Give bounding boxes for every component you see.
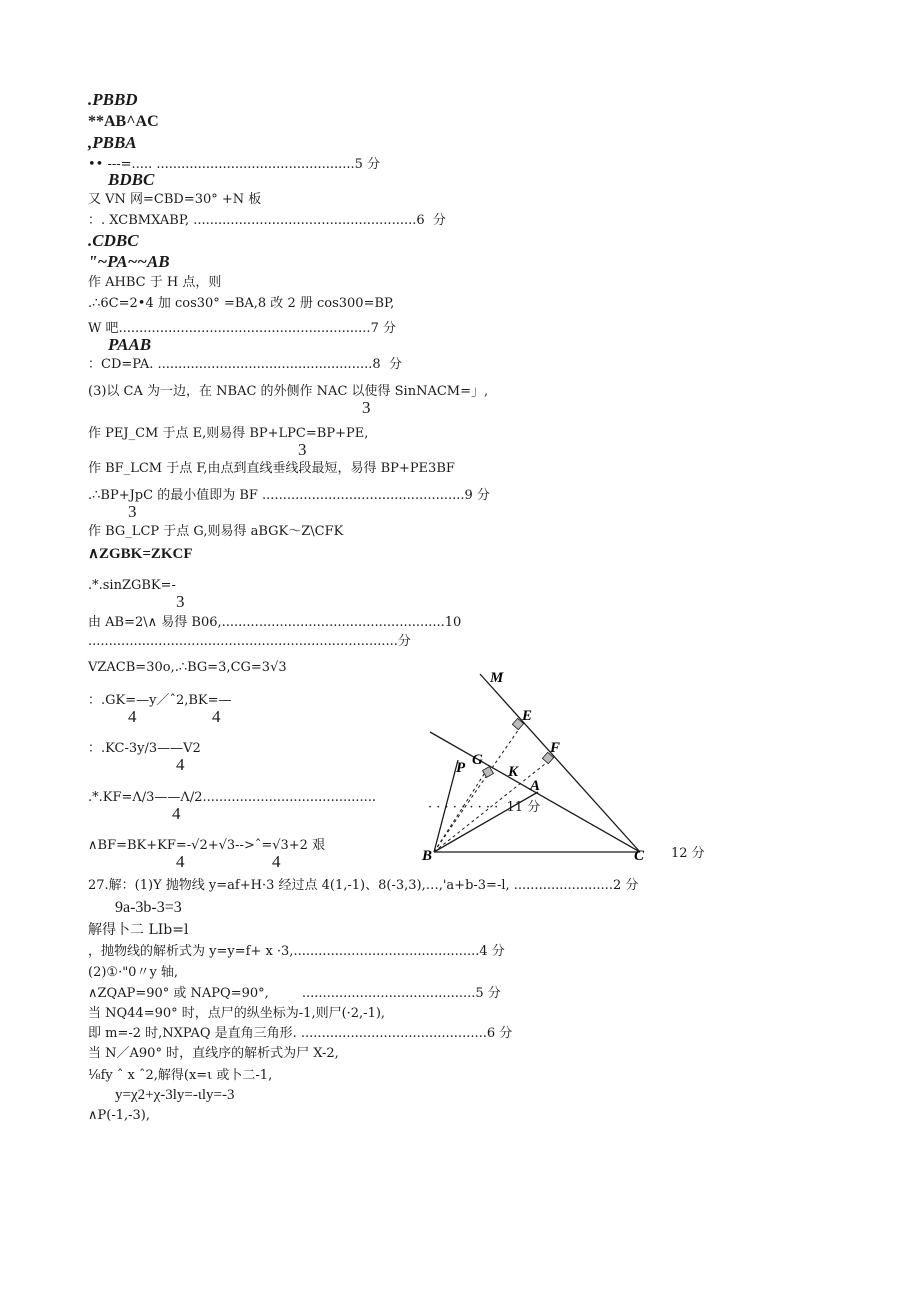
label-m: M: [490, 670, 504, 686]
proof-line: ：CD=PA. ....................................................8 分: [88, 357, 402, 372]
score-mark: · · · · · · · · · 11 分: [428, 800, 541, 815]
denominator: 3: [176, 592, 185, 611]
solution-line: 即 m=-2 时,NXPAQ 是直角三角形. .............................................6 分: [88, 1026, 513, 1041]
denominator: 3: [298, 440, 307, 459]
proof-line: ∧ZGBK=ZKCF: [88, 546, 193, 562]
solution-line: y=χ2+χ-3ly=-ιly=-3: [115, 1087, 235, 1103]
proof-line: ,PBBA: [88, 133, 137, 152]
proof-line: ：. XCBMXABP, ......................................................6 分: [88, 213, 446, 228]
geometry-figure: [418, 664, 718, 864]
proof-line: ∧BF=BK+KF=-√2+√3-->ˆ=√3+2 艰: [88, 838, 326, 853]
label-b: B: [422, 848, 433, 864]
proof-line: .CDBC: [88, 231, 139, 250]
proof-line: 由 AB=2\∧ 易得 B06,......................................................10: [88, 615, 462, 630]
denominator: 4: [272, 852, 281, 871]
solution-line: ⅛fy ˆ x ˆ2,解得(x=ι 或卜二-1,: [88, 1068, 273, 1083]
line-cm: [480, 674, 640, 852]
denominator: 4: [172, 804, 181, 823]
proof-line: VZACB=30o,.∴BG=3,CG=3√3: [88, 660, 287, 675]
proof-line: ：.KC-3y/3——V2: [88, 741, 201, 756]
proof-line: 作 PEJ_CM 于点 E,则易得 BP+LPC=BP+PE,: [88, 426, 369, 441]
denominator: 3: [128, 502, 137, 521]
denominator: 4: [128, 707, 137, 726]
proof-line: "~PA~~AB: [88, 252, 170, 271]
denominator: 3: [362, 398, 371, 417]
proof-line: ：.GK=—y／ˆ2,BK=—: [88, 693, 232, 708]
proof-line: 作 BF_LCM 于点 F,由点到直线垂线段最短，易得 BP+PE3BF: [88, 461, 455, 476]
proof-line: (3)以 CA 为一边，在 NBAC 的外侧作 NAC 以使得 SinNACM=」,: [88, 384, 489, 399]
proof-line: .*.KF=Λ/3——Λ/2..........................................: [88, 790, 377, 805]
solution-line: ∧P(-1,-3),: [88, 1108, 150, 1123]
label-p: P: [456, 760, 466, 776]
proof-line: ...........................................................................分: [88, 634, 411, 649]
proof-line: PAAB: [108, 335, 152, 354]
solution-line: 当 NQ44=90° 时，点尸的纵坐标为-1,则尸(·2,-1),: [88, 1006, 386, 1021]
label-c: C: [634, 848, 645, 864]
label-g: G: [472, 752, 483, 768]
perp-bg: [434, 768, 488, 852]
label-k: K: [508, 764, 519, 780]
solution-line: ，抛物线的解析式为 y=y=f+ x ·3,.............................................4 分: [88, 944, 505, 959]
proof-line: W 吧.............................................................7 分: [88, 321, 396, 336]
proof-line: 作 BG_LCP 于点 G,则易得 aBGK～Z\CFK: [88, 524, 344, 539]
solution-line: 27.解：(1)Y 抛物线 y=af+H·3 经过点 4(1,-1)、8(-3,3),…,'a+b-3=-l, ........................2 分: [88, 878, 639, 893]
perp-be: [434, 726, 521, 852]
proof-line: .∴BP+JpC 的最小值即为 BF .................................................9 分: [88, 488, 490, 503]
label-f: F: [550, 740, 561, 756]
proof-line: 作 AHBC 于 H 点，则: [88, 275, 222, 290]
proof-line: BDBC: [108, 170, 155, 189]
solution-line: (2)①·"0〃y 轴,: [88, 965, 179, 980]
proof-line: 又 VN 网=CBD=30° +N 板: [88, 192, 262, 207]
denominator: 4: [176, 755, 185, 774]
label-e: E: [522, 708, 533, 724]
proof-line: .*.sinZGBK=-: [88, 578, 176, 593]
right-angle-mark-g: [483, 767, 494, 778]
proof-line: •• ---=..... ................................................5 分: [88, 157, 381, 172]
perp-bf: [434, 756, 555, 852]
solution-line: ∧ZQAP=90° 或 NAPQ=90°, ..........................................5 分: [88, 986, 501, 1001]
proof-line: .PBBD: [88, 90, 138, 109]
denominator: 4: [212, 707, 221, 726]
proof-line: **AB^AC: [88, 113, 159, 130]
solution-line: 9a-3b-3=3: [115, 899, 182, 916]
denominator: 4: [176, 852, 185, 871]
score-mark: 12 分: [671, 846, 705, 861]
solution-line: 解得卜二 LIb=l: [88, 922, 189, 938]
proof-line: .∴6C=2•4 加 cos30° =BA,8 改 2 册 cos300=BP,: [88, 296, 395, 311]
segment-bp: [434, 760, 458, 852]
solution-line: 当 N／A90° 时，直线序的解析式为尸 X-2,: [88, 1046, 339, 1061]
label-a: A: [530, 778, 541, 794]
segment-ba: [434, 792, 538, 852]
